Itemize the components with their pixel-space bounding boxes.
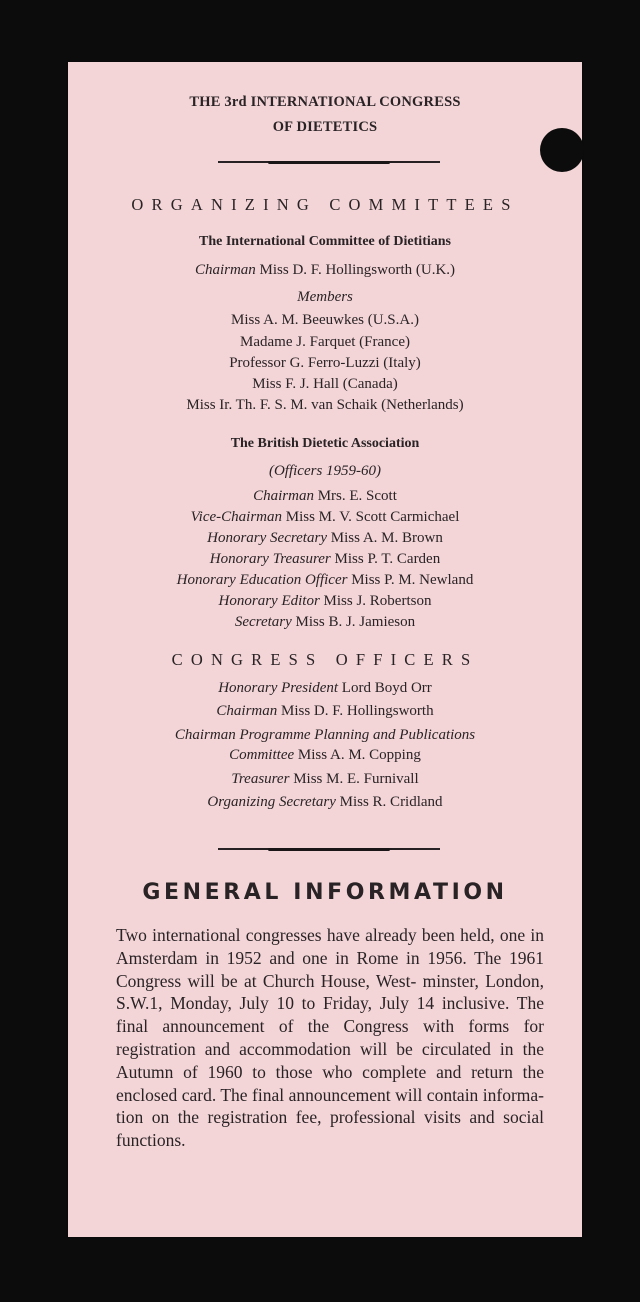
paragraph-line: minster, London, S.W.1, Monday, July 10 to — [116, 970, 545, 1014]
members-label: Members — [297, 289, 353, 305]
paragraph-line: one in Amsterdam in 1952 and one in Rome in 1956. — [116, 925, 544, 968]
member-line: Professor G. Ferro-Luzzi (Italy) — [229, 355, 421, 371]
general-information-heading: GENERAL INFORMATION — [142, 880, 508, 905]
officers-period-label: (Officers 1959-60) — [268, 463, 382, 479]
middle-divider — [218, 848, 440, 850]
paragraph-line: card. The final announcement will contain informa- — [181, 1084, 545, 1105]
bda-officer-line: Honorary Editor Miss J. Robertson — [218, 593, 432, 609]
bda-officer-line: Honorary Treasurer Miss P. T. Carden — [209, 551, 441, 567]
punch-hole — [540, 128, 584, 172]
congress-officer-line: Honorary President Lord Boyd Orr — [218, 680, 432, 696]
paragraph-line: The 1961 Congress will be at Church House, West- — [116, 947, 544, 991]
congress-officer-line: Organizing Secretary Miss R. Cridland — [207, 794, 443, 810]
international-chairman: Chairman Miss D. F. Hollingsworth (U.K.) — [194, 262, 456, 278]
congress-officer-line: Committee Miss A. M. Copping — [229, 747, 421, 763]
leaflet-page — [68, 62, 582, 1237]
congress-title-line2: OF DIETETICS — [272, 119, 378, 135]
paragraph-line: of the Congress with forms for registration and — [116, 1016, 544, 1059]
organizing-heading: ORGANIZING COMMITTEES — [131, 195, 519, 214]
bda-officer-line: Vice-Chairman Miss M. V. Scott Carmichael — [190, 509, 460, 525]
paragraph-line: tion on the registration fee, professional visits and — [116, 1107, 495, 1128]
member-line: Miss A. M. Beeuwkes (U.S.A.) — [231, 312, 419, 328]
international-committee-title: The International Committee of Dietitians — [199, 234, 451, 249]
british-association-title: The British Dietetic Association — [230, 436, 420, 451]
member-line: Miss F. J. Hall (Canada) — [252, 376, 398, 392]
bda-officer-line: Secretary Miss B. J. Jamieson — [234, 614, 416, 630]
paragraph-line: Friday, July 14 inclusive. The final announcement — [116, 993, 544, 1037]
bda-officer-line: Honorary Secretary Miss A. M. Brown — [207, 530, 443, 546]
paragraph-line: Two international congresses have already been held, — [116, 925, 495, 945]
member-line: Miss Ir. Th. F. S. M. van Schaik (Netherlands) — [186, 397, 464, 413]
paragraph-line: 1960 to those who complete and return the enclosed — [116, 1061, 545, 1105]
bda-officer-line: Chairman Mrs. E. Scott — [253, 488, 397, 504]
congress-officer-line: Chairman Miss D. F. Hollingsworth — [216, 703, 434, 719]
general-information-paragraph — [116, 924, 544, 1152]
bda-officer-line: Honorary Education Officer Miss P. M. Newland — [176, 572, 474, 588]
top-divider — [218, 161, 440, 163]
congress-officer-line: Treasurer Miss M. E. Furnivall — [231, 771, 419, 787]
congress-officers-heading: CONGRESS OFFICERS — [171, 650, 479, 669]
paragraph-line: accommodation will be circulated in the Autumn of — [116, 1038, 544, 1082]
congress-title-line1: THE 3rd INTERNATIONAL CONGRESS — [189, 94, 461, 110]
member-line: Madame J. Farquet (France) — [240, 334, 410, 350]
congress-officer-line: Chairman Programme Planning and Publications — [174, 727, 476, 743]
paragraph-line: social functions. — [116, 1107, 544, 1151]
